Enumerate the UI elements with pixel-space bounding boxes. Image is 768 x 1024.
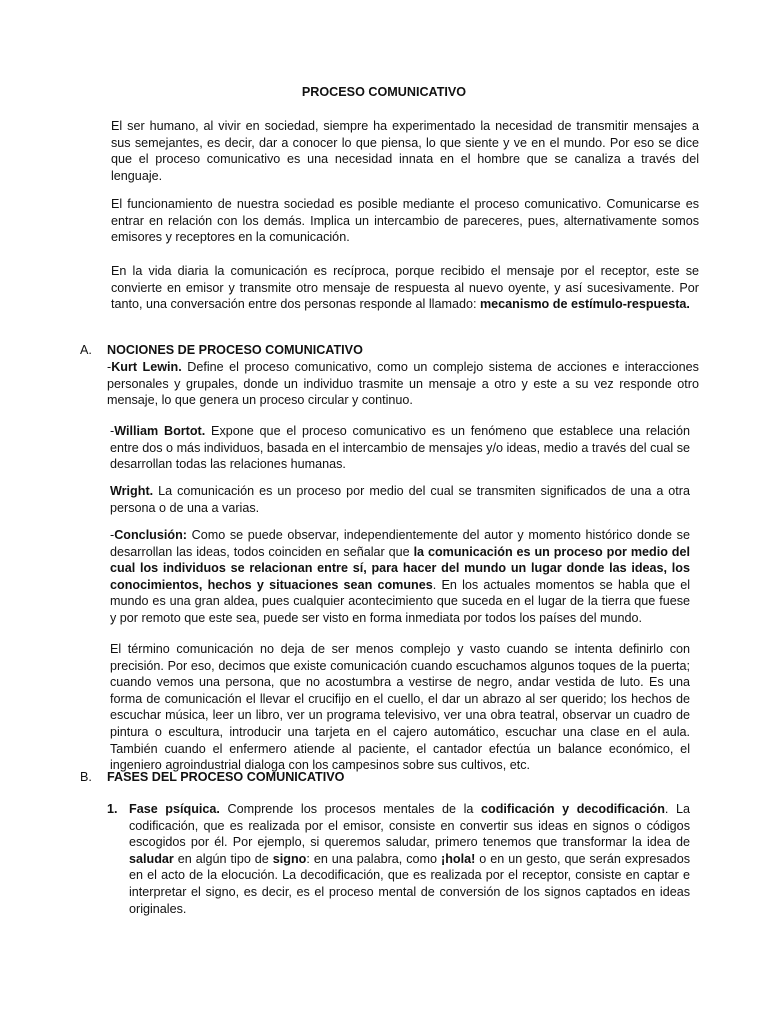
section-a-letter: A. <box>80 343 92 357</box>
section-b-heading: FASES DEL PROCESO COMUNICATIVO <box>107 770 345 784</box>
page-title: PROCESO COMUNICATIVO <box>301 85 467 99</box>
intro-paragraph-3: En la vida diaria la comunicación es recíproca, porque recibido el mensaje por el receptor, este se convierte en emisor y transmite otro mensaje de respuesta al nuevo oyente, y así sucesivamente. Por tanto, una conversación entre dos personas responde al llamado: mecanismo de estímulo-respuesta. <box>111 264 699 312</box>
termino-comunicacion-paragraph: El término comunicación no deja de ser menos complejo y vasto cuando se intenta definirlo con precisión. Por eso, decimos que existe comunicación cuando escuchamos algunos toques de la puerta; cuando vemos una persona, que no acostumbra a vestirse de negro, andar vestida de luto. Es una forma de comunicación el llevar el crucifijo en el cuello, el dar un abrazo al ser querido; los hechos de escuchar música, leer un libro, ver un programa televisivo, ver una obra teatral, observar un cuadro de pintura o escultura, introducir una tarjeta en el cajero automático, escuchar una clase en el aula. También cuando el enfermero atiende al paciente, el cantador efectúa un balance económico, el ingeniero agroindustrial dialoga con los campesinos sobre sus cultivos, etc. <box>110 642 690 773</box>
intro-paragraph-2: El funcionamiento de nuestra sociedad es posible mediante el proceso comunicativo. Comunicarse es entrar en relación con los demás. Implica un intercambio de pareceres, pues, alternativamente somos emisores y receptores en la comunicación. <box>111 197 699 245</box>
list-number-1: 1. <box>107 802 118 816</box>
wright-definition: Wright. La comunicación es un proceso por medio del cual se transmiten significados de una a otra persona o de una a varias. <box>110 484 690 515</box>
kurt-lewin-definition: -Kurt Lewin. Define el proceso comunicativo, como un complejo sistema de acciones e interacciones personales y grupales, donde un individuo trasmite un mensaje a otro y este a su vez responde otro mensaje, lo que genera un proceso circular y continuo. <box>107 360 699 408</box>
william-bortot-definition: -William Bortot. Expone que el proceso comunicativo es un fenómeno que establece una relación entre dos o más individuos, basada en el intercambio de mensajes y/o ideas, medio a través del cual se desarrollan todas las relaciones humanas. <box>110 424 690 472</box>
intro-paragraph-1: El ser humano, al vivir en sociedad, siempre ha experimentado la necesidad de transmitir mensajes a sus semejantes, es decir, dar a conocer lo que piensa, lo que siente y ve en el mundo. Por eso se dice que el proceso comunicativo es una necesidad innata en el hombre que se canaliza a través del lenguaje. <box>111 119 699 183</box>
section-b-letter: B. <box>80 770 92 784</box>
section-a-heading: NOCIONES DE PROCESO COMUNICATIVO <box>107 343 363 357</box>
fase-psiquica-paragraph: Fase psíquica. Comprende los procesos mentales de la codificación y decodificación. La codificación, que es realizada por el emisor, consiste en convertir sus ideas en signos o códigos escogidos por él. Por ejemplo, si queremos saludar, primero tenemos que transformar la idea de saludar en algún tipo de signo: en una palabra, como ¡hola! o en un gesto, que serán expresados en el acto de la elocución. La decodificación, que es realizada por el receptor, consiste en captar e interpretar el signo, es decir, es el proceso mental de conversión de los signos captados en ideas originales. <box>129 802 690 916</box>
conclusion-paragraph: -Conclusión: Como se puede observar, independientemente del autor y momento histórico donde se desarrollan las ideas, todos coinciden en señalar que la comunicación es un proceso por medio del cual los individuos se relacionan entre sí, para hacer del mundo un lugar donde las ideas, los conocimientos, hechos y situaciones sean comunes. En los actuales momentos se habla que el mundo es una gran aldea, pues cualquier acontecimiento que suceda en el lugar de la tierra que fuese y por remoto que este sea, puede ser visto en forma inmediata por todos los países del mundo. <box>110 528 691 625</box>
